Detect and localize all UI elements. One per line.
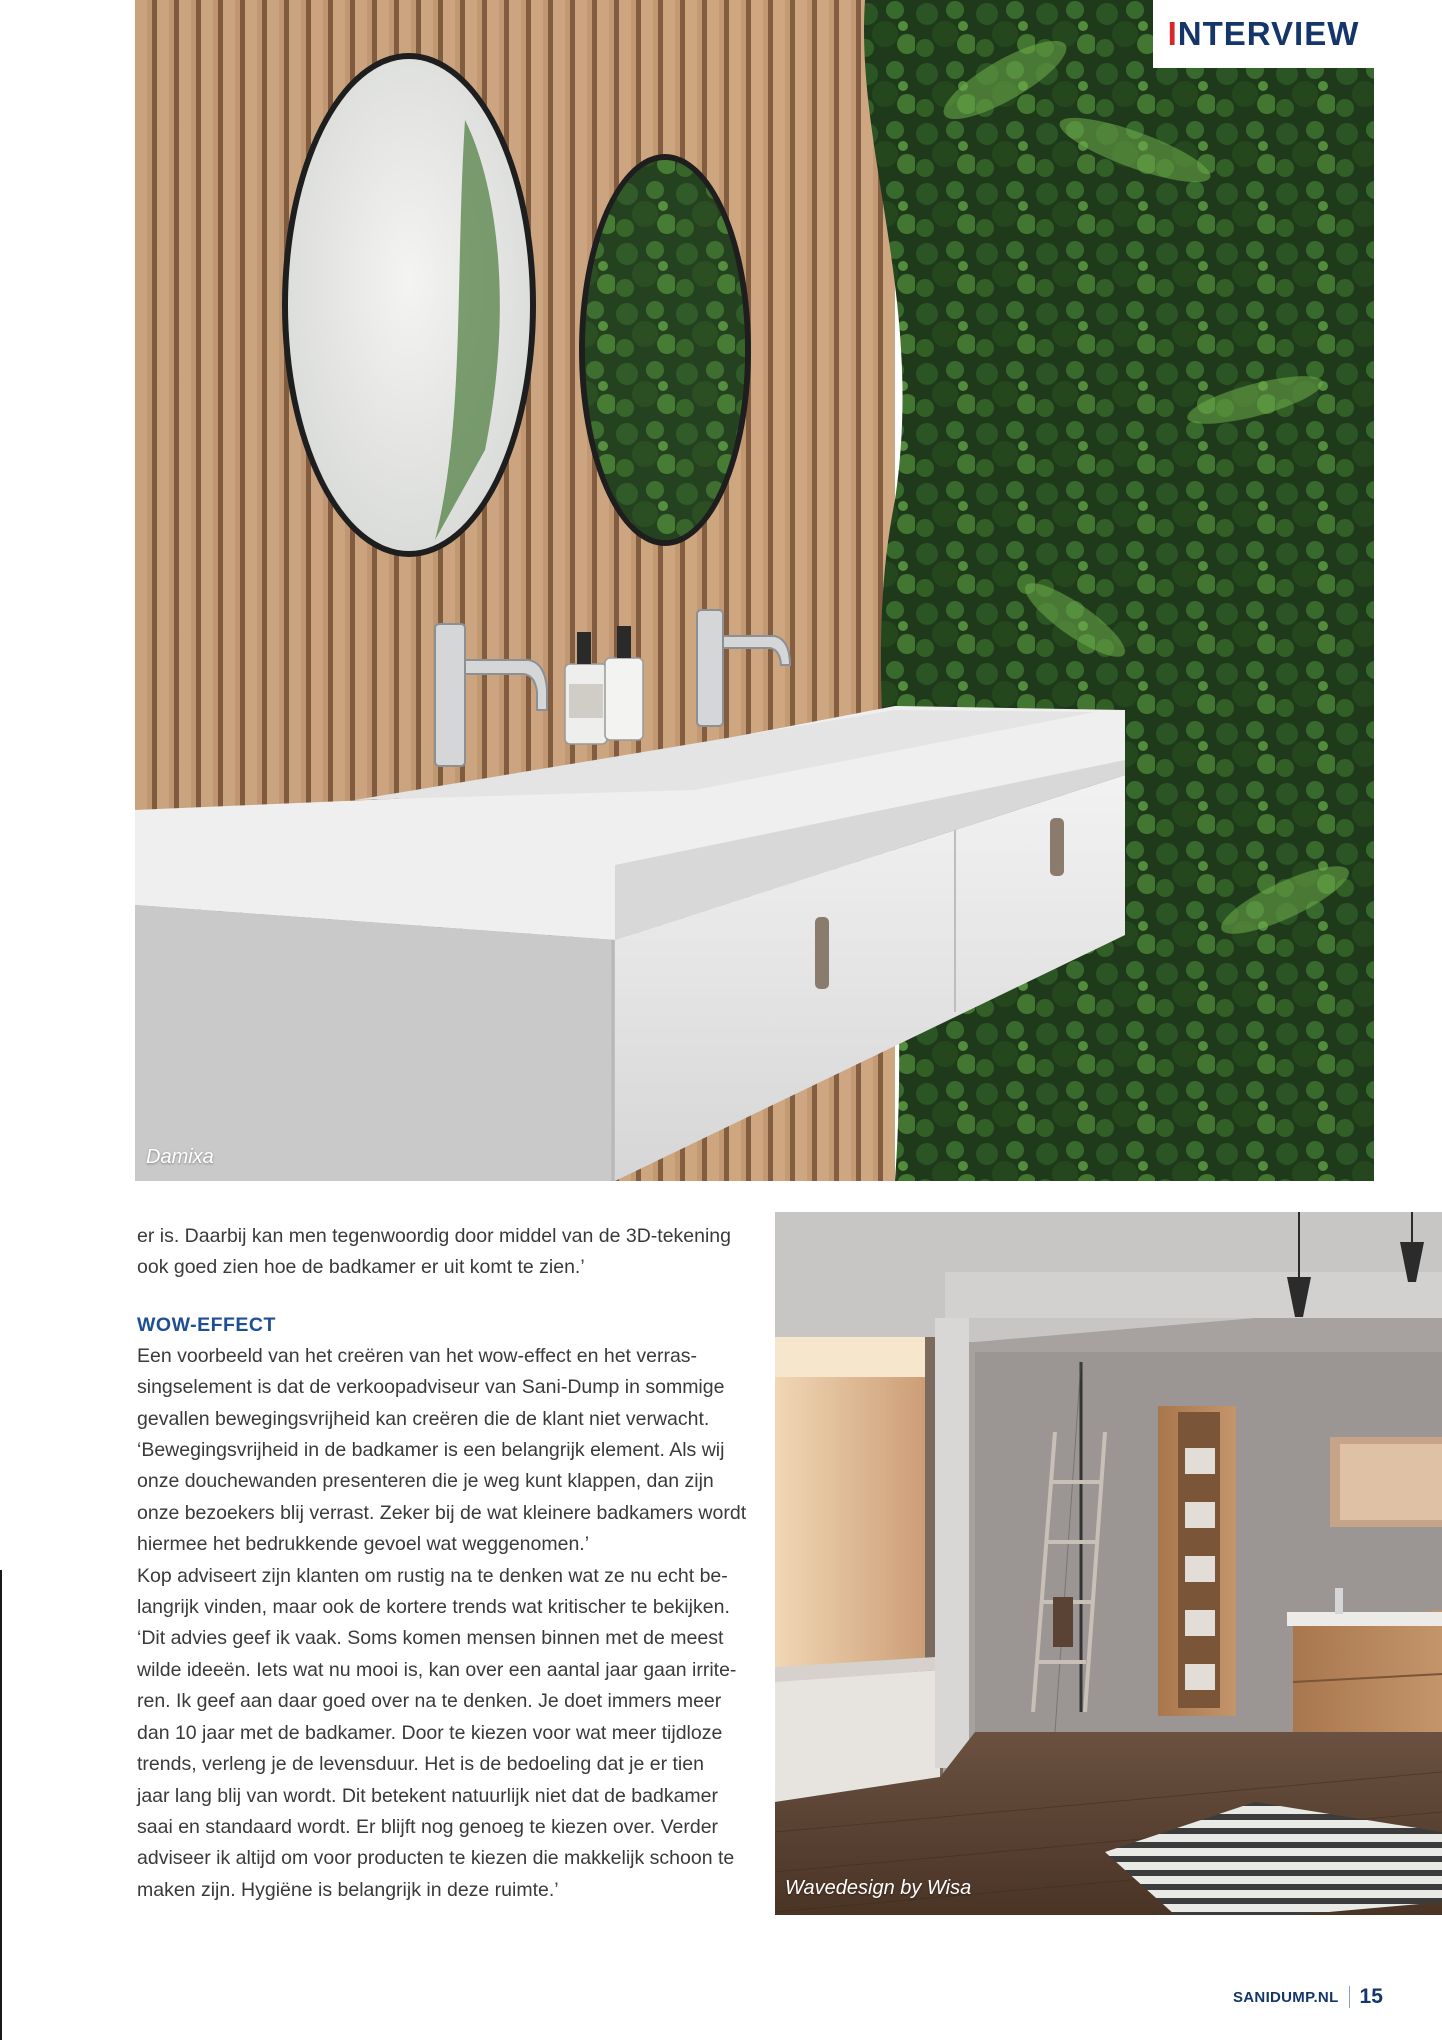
footer-site-link[interactable]: SANIDUMP.NL [1233, 1988, 1339, 2006]
text-line: onze douchewanden presenteren die je weg kunt klappen, dan zijn [137, 1470, 714, 1493]
article-body [137, 1221, 747, 1906]
page-footer [1233, 1985, 1383, 2009]
section-tag-rest: NTERVIEW [1177, 15, 1360, 52]
hero-photo-illustration [135, 0, 1374, 1181]
hero-photo [135, 0, 1374, 1181]
text-line: gevallen bewegingsvrijheid kan creëren die de klant niet verwacht. [137, 1407, 710, 1430]
text-line: wilde ideeën. Iets wat nu mooi is, kan over een aantal jaar gaan irrite- [137, 1658, 737, 1681]
photo-caption: Wavedesign by Wisa [785, 1877, 972, 1899]
text-line: saai en standaard wordt. Er blijft nog genoeg te kiezen over. Verder [137, 1815, 719, 1838]
text-line: Een voorbeeld van het creëren van het wow-effect en het verras- [137, 1344, 698, 1367]
section-heading: WOW-EFFECT [137, 1313, 276, 1336]
text-line: langrijk vinden, maar ook de kortere trends wat kritischer te bekijken. [137, 1596, 730, 1619]
footer-divider [1349, 1986, 1350, 2008]
text-line: singselement is dat de verkoopadviseur van Sani-Dump in sommige [137, 1376, 725, 1399]
text-line: Kop adviseert zijn klanten om rustig na te denken wat ze nu echt be- [137, 1564, 728, 1587]
section-tag-first-letter: I [1167, 15, 1178, 52]
text-line: adviseer ik altijd om voor producten te kiezen die makkelijk schoon te [137, 1847, 735, 1870]
text-line: onze bezoekers blij verrast. Zeker bij de wat kleinere badkamers wordt [137, 1501, 747, 1524]
section-tag [1153, 0, 1374, 68]
text-line: ‘Dit advies geef ik vaak. Soms komen mensen binnen met de meest [137, 1627, 724, 1650]
text-line: ren. Ik geef aan daar goed over na te denken. Je doet immers meer [137, 1690, 722, 1713]
bathroom-photo [775, 1212, 1442, 1915]
intro-paragraph [137, 1221, 737, 1284]
hero-caption: Damixa [146, 1146, 214, 1168]
page-number: 15 [1359, 1985, 1383, 2008]
text-line: er is. Daarbij kan men tegenwoordig door middel van de 3D-tekening [137, 1225, 731, 1247]
text-line: ook goed zien hoe de badkamer er uit komt te zien.’ [137, 1256, 585, 1279]
main-paragraphs [137, 1341, 747, 1906]
text-line: ‘Bewegingsvrijheid in de badkamer is een belangrijk element. Als wij [137, 1439, 725, 1462]
text-line: dan 10 jaar met de badkamer. Door te kiezen voor wat meer tijdloze [137, 1721, 723, 1744]
text-line: hiermee het bedrukkende gevoel wat weggenomen.’ [137, 1533, 590, 1556]
text-line: trends, verleng je de levensduur. Het is de bedoeling dat je er tien [137, 1753, 704, 1776]
text-line: maken zijn. Hygiëne is belangrijk in deze ruimte.’ [137, 1878, 559, 1901]
left-edge-rule [0, 1570, 2, 2040]
text-line: jaar lang blij van wordt. Dit betekent natuurlijk niet dat de badkamer [137, 1784, 718, 1807]
bathroom-photo-illustration [775, 1212, 1442, 1915]
